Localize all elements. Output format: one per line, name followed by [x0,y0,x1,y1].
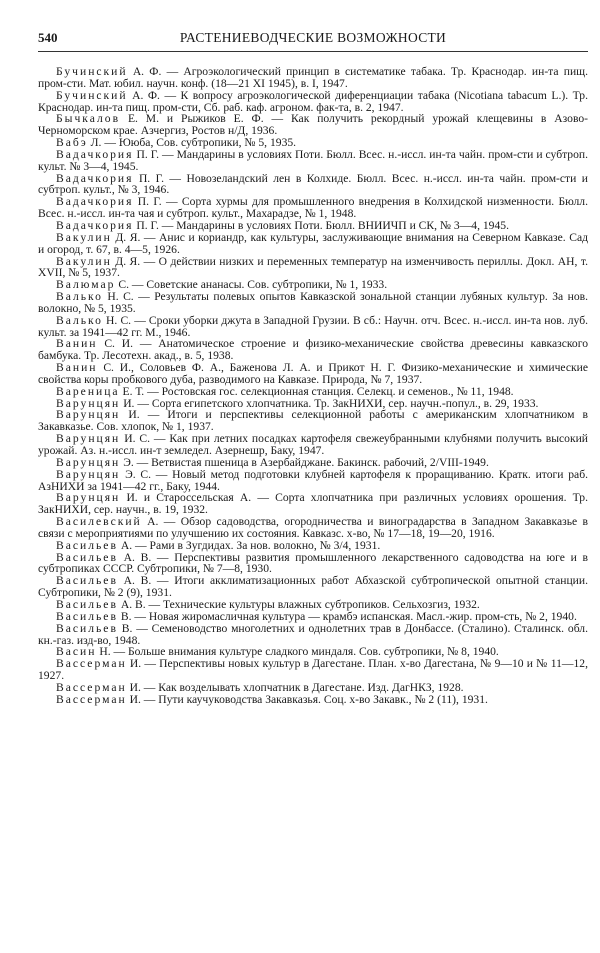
entry-text: И. и Староссельская А. — Сорта хлопчатника при различных условиях орошения. Тр. ЗакНИХИ, сер. научн., в. 19, 1932. [38,491,588,517]
entry-author: Варунцян [56,408,121,422]
entry-text: И. — Пути каучуководства Закавказья. Соц. х-во Закавк., № 2 (11), 1931. [129,692,488,706]
entry-text: Н. С. — Результаты полевых опытов Кавказской зональной станции лубяных культур. За нов. волокно, № 5, 1935. [38,290,588,315]
bibliography-entry [38,492,588,516]
entry-author: Варунцян [56,491,121,505]
entry-text: А. В. — Перспективы развития промышленного лекарственного садоводства на юге и в субтропиках СССР. Субтропики, № 7—8, 1930. [38,550,588,576]
entry-author: Вакулин [56,254,112,268]
entry-author: Вассерман [56,692,127,706]
bibliography-entry [38,66,588,90]
entry-author: Васильев [56,550,118,564]
entry-author: Варунцян [56,396,121,410]
entry-text: Л. — Ююба, Сов. субтропики, № 5, 1935. [90,136,297,150]
entry-text: В. — Новая жиромасличная культура — крамбэ испанская. Масл.-жир. пром-сть, № 2, 1940. [120,609,577,623]
entry-author: Варунцян [56,467,121,481]
entry-text: Н. С. — Сроки уборки джута в Западной Грузии. В сб.: Научн. отч. Всес. н.-иссл. ин-та нов. луб. культ. за 1941—42 гг. М., 1946. [38,313,588,339]
bibliography-entry [38,409,588,433]
running-title: РАСТЕНИЕВОДЧЕСКИЕ ВОЗМОЖНОСТИ [179,30,447,45]
bibliography-entry [38,516,588,540]
entry-text: П. Г. — Сорта хурмы для промышленного внедрения в Колхидской низменности. Бюлл. Всес. н.-иссл. ин-та чая и субтроп. культ., Махарадзе, № 1, 1948. [38,195,588,221]
entry-text: А. Ф. — Агроэкологический принцип в систематике табака. Тр. Краснодар. ин-та пищ. пром-сти. Мат. юбил. научн. конф. (18—21 XI 1945), в. I, 1947. [38,65,588,90]
entry-author: Ванин [56,337,98,351]
entry-author: Вадачкория [56,147,134,161]
entry-text: П. Г. — Мандарины в условиях Поти. Бюлл. Всес. н.-иссл. ин-та чайн. пром-сти и субтроп. культ. № 3—4, 1945. [38,147,588,173]
entry-author: Вакулин [56,230,112,244]
entry-text: И. — Перспективы новых культур в Дагестане. План. х-во Дагестана, № 9—10 и № 11—12, 1927. [38,657,589,683]
bibliography-list [38,66,588,706]
entry-author: Вареница [56,384,120,398]
bibliography-entry [38,256,588,280]
entry-text: И. — Итоги и перспективы селекционной работы с американским хлопчатником в Закавказье. Сов. хлопок, № 1, 1937. [38,408,589,434]
bibliography-entry [38,658,588,682]
entry-author: Васильев [56,597,118,611]
bibliography-entry [38,232,588,256]
entry-text: И. — Как возделывать хлопчатник в Дагестане. Изд. ДагНКЗ, 1928. [129,680,464,694]
entry-author: Варунцян [56,432,121,446]
entry-author: Васильев [56,538,118,552]
bibliography-entry [38,173,588,197]
entry-text: Е. Т. — Ростовская гос. селекционная станция. Селекц. и семенов., № 11, 1948. [122,384,514,398]
entry-author: Ванин [56,361,98,375]
bibliography-entry [38,291,588,315]
entry-author: Вадачкория [56,195,134,209]
entry-author: Бучинский [56,65,128,78]
entry-text: Е. М. и Рыжиков Е. Ф. — Как получить рекордный урожай клещевины в Азово-Черноморском крае. Азчергиз, Ростов н/Д, 1936. [38,112,588,138]
entry-author: Вадачкория [56,171,134,185]
entry-author: Васильев [56,574,118,588]
entry-author: Вабэ [56,136,88,150]
bibliography-entry [38,694,588,706]
bibliography-entry [38,433,588,457]
entry-text: П. Г. — Новозеландский лен в Колхиде. Бюлл. Всес. н.-иссл. ин-та чайн. пром-сти и субтроп. культ., № 3, 1946. [38,171,588,197]
page-header [38,30,588,50]
entry-text: Э. С. — Новый метод подготовки клубней картофеля к проращиванию. Кратк. итоги раб. АзНИХИ за 1941—42 гг., Баку, 1944. [38,467,588,493]
bibliography-entry [38,90,588,114]
bibliography-entry [38,575,588,599]
entry-author: Бычкалов [56,112,121,126]
entry-text: А. В. — Итоги акклиматизационных работ Абхазской субтропической опытной станции. Субтропики, № 2 (9), 1931. [38,574,588,600]
entry-author: Валько [56,313,103,327]
entry-text: И. С. — Как при летних посадках картофеля свежеубранными клубнями получить высокий урожай. Аз. н.-иссл. ин-т земледел. Азернешр, Баку, 1947. [38,432,588,457]
entry-text: И. — Сорта египетского хлопчатника. Тр. ЗакНИХИ, сер. научн.-попул., в. 29, 1933. [123,396,539,410]
entry-author: Варунцян [56,455,121,469]
entry-author: Вассерман [56,657,127,671]
entry-text: А. — Рами в Зугдидах. За нов. волокно, № 3/4, 1931. [120,538,381,552]
bibliography-entry [38,338,588,362]
entry-text: Д. Я. — Анис и кориандр, как культуры, заслуживающие внимания на Северном Кавказе. Сад и огород, т. 67, в. 4—5, 1926. [38,230,588,256]
bibliography-entry [38,113,588,137]
entry-author: Бучинский [56,88,128,102]
entry-text: В. — Семеноводство многолетних и однолетних трав в Донбассе. (Сталино). Сталинск. обл. кн.-газ. изд-во, 1948. [38,621,588,647]
entry-text: Н. — Больше внимания культуре сладкого миндаля. Сов. субтропики, № 8, 1940. [99,645,499,659]
header-rule [38,51,588,52]
entry-author: Вадачкория [56,218,134,232]
entry-text: С. И., Соловьев Ф. А., Баженова Л. А. и Прикот Н. Г. Физико-механические и химические свойства коры пробкового дуба, разводимого на Кавказе. Природа, № 7, 1937. [38,361,588,386]
page-number: 540 [38,30,58,45]
entry-author: Васильев [56,621,118,635]
bibliography-entry [38,315,588,339]
entry-text: С. — Советские ананасы. Сов. субтропики, № 1, 1933. [118,278,388,292]
entry-author: Вассерман [56,680,127,694]
bibliography-entry [38,552,588,576]
entry-author: Василевский [56,515,142,529]
bibliography-entry [38,362,588,386]
bibliography-entry [38,196,588,220]
entry-text: П. Г. — Мандарины в условиях Поти. Бюлл. ВНИИЧП и СК, № 3—4, 1945. [136,218,509,232]
entry-author: Валюмар [56,278,116,292]
entry-author: Васильев [56,609,118,623]
entry-text: А. Ф. — К вопросу агроэкологической диференциации табака (Nicotiana tabacum L.). Тр. Краснодар. ин-та пищ. пром-сти, Сб. раб. каф. агроном. фак-та, в. 2, 1947. [38,88,588,114]
entry-text: А. — Обзор садоводства, огородничества и виноградарства в Западном Закавказье в связи с мероприятиями по улучшению их состояния. Кавказс. х-во, № 17—18, 19—20, 1916. [38,515,588,540]
bibliography-entry [38,149,588,173]
bibliography-entry [38,469,588,493]
entry-author: Васин [56,645,97,659]
entry-author: Валько [56,290,103,304]
entry-text: С. И. — Анатомическое строение и физико-механические свойства древесины кавказского бамбука. Тр. Лесотехн. акад., в. 5, 1938. [38,337,588,363]
entry-text: Д. Я. — О действии низких и переменных температур на изменчивость периллы. Докл. АН, т. XVII, № 5, 1937. [38,254,588,280]
entry-text: Э. — Ветвистая пшеница в Азербайджане. Бакинск. рабочий, 2/VIII-1949. [123,455,489,469]
entry-text: А. В. — Технические культуры влажных субтропиков. Сельхозгиз, 1932. [120,597,480,611]
bibliography-entry [38,623,588,647]
